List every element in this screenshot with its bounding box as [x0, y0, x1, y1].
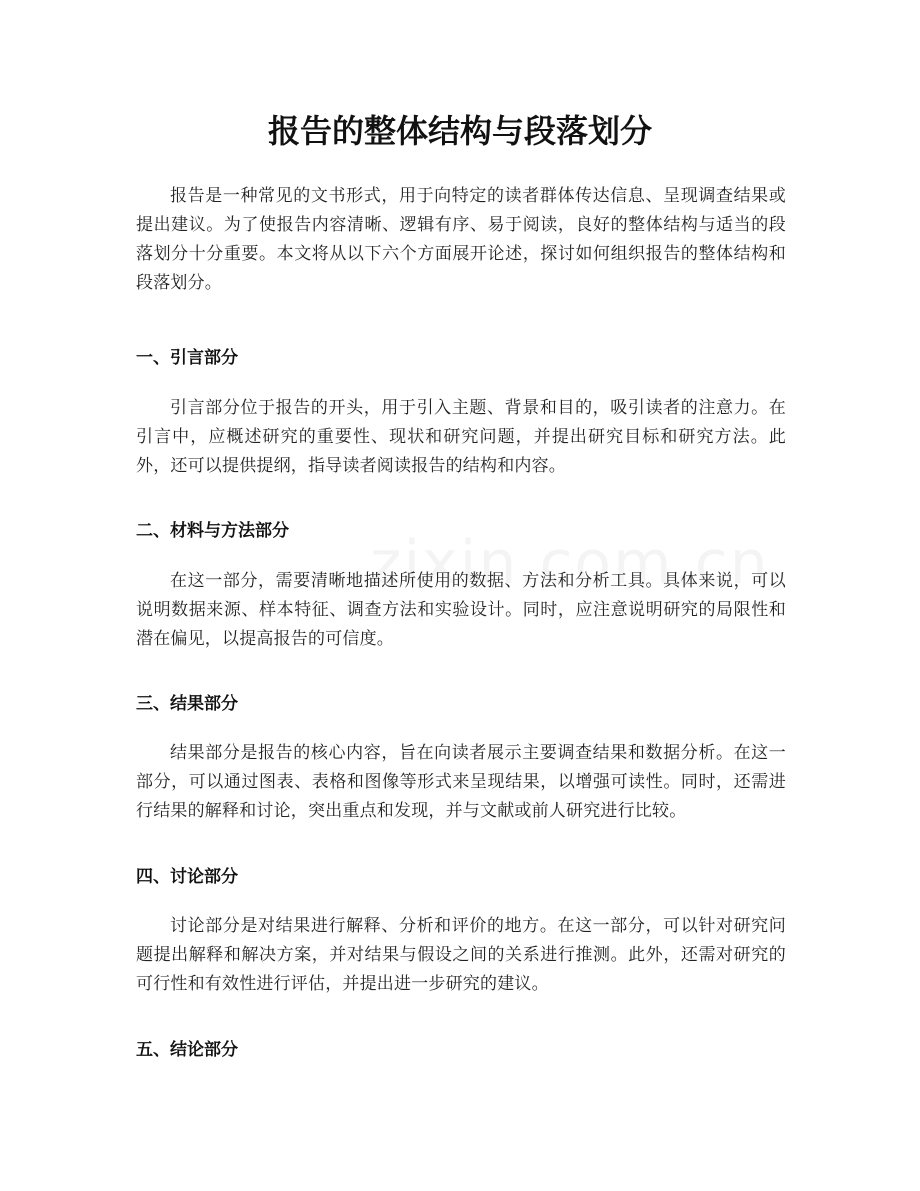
section-heading-results: 三、结果部分	[136, 694, 238, 714]
section-heading-conclusion: 五、结论部分	[136, 1040, 238, 1060]
section-heading-discussion: 四、讨论部分	[136, 867, 238, 887]
section-heading-introduction: 一、引言部分	[136, 348, 238, 368]
section-body-introduction: 引言部分位于报告的开头，用于引入主题、背景和目的，吸引读者的注意力。在引言中，应概述研究的重要性、现状和研究问题，并提出研究目标和研究方法。此外，还可以提供提纲，指导读者阅读报告的结构和内容。	[136, 398, 786, 476]
section-heading-materials-methods: 二、材料与方法部分	[136, 521, 289, 541]
section-body-materials-methods: 在这一部分，需要清晰地描述所使用的数据、方法和分析工具。具体来说，可以说明数据来源、样本特征、调查方法和实验设计。同时，应注意说明研究的局限性和潜在偏见，以提高报告的可信度。	[136, 571, 786, 649]
page-title: 报告的整体结构与段落划分	[267, 112, 652, 150]
intro-paragraph: 报告是一种常见的文书形式，用于向特定的读者群体传达信息、呈现调查结果或提出建议。为了使报告内容清晰、逻辑有序、易于阅读，良好的整体结构与适当的段落划分十分重要。本文将从以下六个方面展开论述，探讨如何组织报告的整体结构和段落划分。	[136, 186, 786, 293]
section-body-discussion: 讨论部分是对结果进行解释、分析和评价的地方。在这一部分，可以针对研究问题提出解释和解决方案，并对结果与假设之间的关系进行推测。此外，还需对研究的可行性和有效性进行评估，并提出进一步研究的建议。	[136, 916, 786, 994]
section-body-results: 结果部分是报告的核心内容，旨在向读者展示主要调查结果和数据分析。在这一部分，可以通过图表、表格和图像等形式来呈现结果，以增强可读性。同时，还需进行结果的解释和讨论，突出重点和发现，并与文献或前人研究进行比较。	[136, 743, 786, 821]
